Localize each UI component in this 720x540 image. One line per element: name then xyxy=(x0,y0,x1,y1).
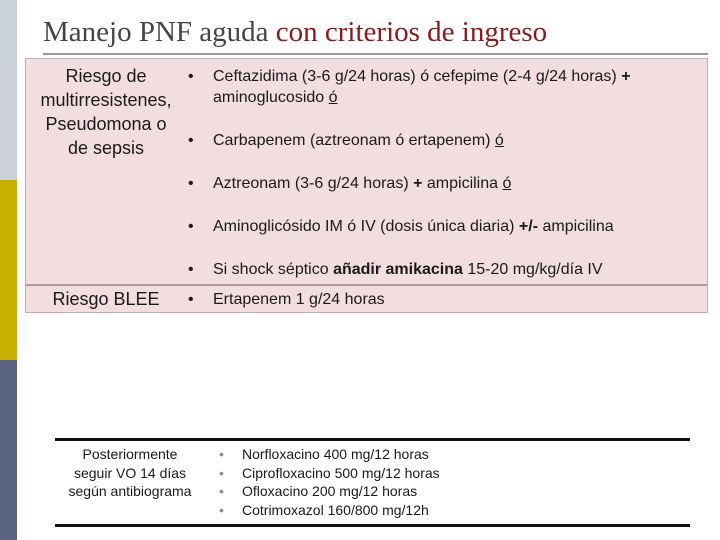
side-bar-top xyxy=(0,0,17,180)
treatment-option-aztreonam xyxy=(188,173,699,194)
oral-drug-item xyxy=(219,464,440,483)
bullet: • xyxy=(188,132,194,149)
drug-text: Ofloxacino 200 mg/12 horas xyxy=(242,483,418,499)
treatment-option-carbapenem xyxy=(188,130,699,151)
bottom-table-top-rule xyxy=(55,438,690,441)
bullet: • xyxy=(219,501,224,518)
bullet: • xyxy=(219,464,224,481)
option-text: Carbapenem (aztreonam ó ertapenem) xyxy=(213,132,495,149)
treatment-option-shock xyxy=(188,259,699,280)
bullet: • xyxy=(219,446,224,462)
bullet: • xyxy=(188,175,194,192)
treatment-option-aminoglicosido xyxy=(188,216,699,237)
option-text: Si shock séptico xyxy=(213,261,334,278)
treatment-option-ceftazidima xyxy=(188,66,699,108)
title-main: Manejo PNF aguda xyxy=(43,16,276,48)
risk-multiresistant-label xyxy=(26,64,186,160)
slide-title xyxy=(43,16,547,49)
followup-line: seguir VO 14 días xyxy=(73,464,187,481)
drug-text: Cotrimoxazol 160/800 mg/12h xyxy=(242,501,429,518)
title-accent: con criterios de ingreso xyxy=(275,16,548,48)
side-bar-middle xyxy=(0,180,17,360)
oral-drug-item xyxy=(219,482,440,501)
bullet: • xyxy=(219,483,224,499)
risk-label-line: Riesgo de xyxy=(65,66,147,86)
row-divider xyxy=(26,284,707,286)
bold-instruction: añadir amikacina xyxy=(333,261,463,278)
bottom-table-bottom-rule xyxy=(55,524,690,527)
treatment-option-ertapenem xyxy=(188,289,699,310)
oral-followup-label xyxy=(56,445,204,501)
drug-text: Norfloxacino 400 mg/12 horas xyxy=(242,446,429,462)
bullet: • xyxy=(188,291,194,308)
oral-drug-item xyxy=(219,445,440,464)
risk-label-line: multirresistenes, xyxy=(40,90,172,110)
plus-sign: + xyxy=(413,175,423,192)
treatment-table xyxy=(25,58,708,313)
option-text: 15-20 mg/kg/día IV xyxy=(462,261,603,278)
title-underline xyxy=(43,53,708,55)
bullet: • xyxy=(188,261,194,278)
option-text: Ceftazidima (3-6 g/24 horas) ó cefepime (2-4 g/24 horas) xyxy=(213,68,622,85)
followup-line: Posteriormente xyxy=(82,446,178,462)
risk-label-line: de sepsis xyxy=(67,138,145,158)
oral-drug-item xyxy=(219,501,440,520)
followup-line: según antibiograma xyxy=(68,483,192,499)
or-marker: ó xyxy=(494,132,504,149)
option-text: Ertapenem 1 g/24 horas xyxy=(213,291,385,308)
plus-minus-sign: +/- xyxy=(518,218,539,235)
option-text: aminoglucosido xyxy=(213,89,329,106)
bullet: • xyxy=(188,68,194,85)
drug-text: Ciprofloxacino 500 mg/12 horas xyxy=(242,464,440,481)
risk-blee-label: Riesgo BLEE xyxy=(52,289,160,309)
or-marker: ó xyxy=(328,89,338,106)
bullet: • xyxy=(188,218,194,235)
option-text: Aminoglicósido IM ó IV (dosis única diaria) xyxy=(213,218,519,235)
risk-label-line: Pseudomona o xyxy=(45,114,167,134)
or-marker: ó xyxy=(502,175,512,192)
option-text: ampicilina xyxy=(422,175,503,192)
side-bar-bottom xyxy=(0,360,17,540)
oral-drug-list xyxy=(219,445,440,519)
option-text: ampicilina xyxy=(538,218,614,235)
option-text: Aztreonam (3-6 g/24 horas) xyxy=(213,175,414,192)
plus-sign: + xyxy=(621,68,631,85)
